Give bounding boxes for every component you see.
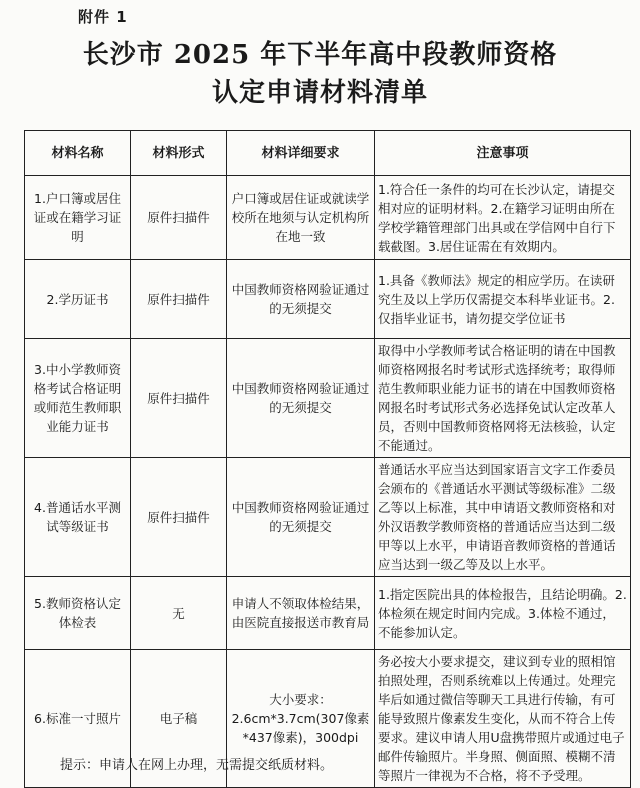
row3-detail: 中国教师资格网验证通过的无须提交 — [227, 339, 375, 458]
row1-detail: 户口簿或居住证或就读学校所在地须与认定机构所在地一致 — [227, 176, 375, 260]
table-row — [25, 577, 631, 650]
row3-notes: 取得中小学教师考试合格证明的请在中国教师资格网报名时考试形式选择统考；取得师范生教师职业能力证书的请在中国教师资格网报名时考试形式务必选择免试认定改革人员，否则中国教师资格网将无法核验，认定不能通过。 — [375, 339, 631, 458]
table-row — [25, 339, 631, 458]
footer-note: 提示：申请人在网上办理，无需提交纸质材料。 — [60, 758, 334, 773]
page-title-line1: 长沙市 2025 年下半年高中段教师资格 — [82, 40, 558, 70]
header-notes: 注意事项 — [375, 131, 631, 176]
row6-notes: 务必按大小要求提交，建议到专业的照相馆拍照处理，否则系统难以上传通过。处理完毕后如通过微信等聊天工具进行传输，有可能导致照片像素发生变化，从而不符合上传要求。建议申请人用U盘携带照片或通过电子邮件传输照片。半身照、侧面照、模糊不清等照片一律视为不合格，将不予受理。 — [375, 650, 631, 788]
row2-name: 2.学历证书 — [25, 260, 131, 339]
row6-form: 电子稿 — [131, 650, 227, 788]
row2-form: 原件扫描件 — [131, 260, 227, 339]
table-row — [25, 260, 631, 339]
header-form: 材料形式 — [131, 131, 227, 176]
row1-notes: 1.符合任一条件的均可在长沙认定，请提交相对应的证明材料。2.在籍学习证明由所在学校学籍管理部门出具或在学信网中自行下载截图。3.居住证需在有效期内。 — [375, 176, 631, 260]
row5-name: 5.教师资格认定体检表 — [25, 577, 131, 650]
table-header-row — [25, 131, 631, 176]
row5-detail: 申请人不领取体检结果，由医院直接报送市教育局 — [227, 577, 375, 650]
row6-name: 6.标准一寸照片 — [25, 650, 131, 788]
header-name: 材料名称 — [25, 131, 131, 176]
row4-form: 原件扫描件 — [131, 458, 227, 577]
page-title-line2: 认定申请材料清单 — [211, 78, 428, 108]
materials-table — [24, 130, 631, 788]
row4-notes: 普通话水平应当达到国家语言文字工作委员会颁布的《普通话水平测试等级标准》二级乙等以上标准，其中申请语文教师资格和对外汉语教学教师资格的普通话应当达到二级甲等以上水平，申请语音教师资格的普通话应当达到一级乙等及以上水平。 — [375, 458, 631, 577]
attachment-label: 附件 1 — [78, 8, 128, 26]
row3-name: 3.中小学教师资格考试合格证明或师范生教师职业能力证书 — [25, 339, 131, 458]
row2-notes: 1.具备《教师法》规定的相应学历。在读研究生及以上学历仅需提交本科毕业证书。2.仅指毕业证书，请勿提交学位证书 — [375, 260, 631, 339]
table-row — [25, 176, 631, 260]
header-detail: 材料详细要求 — [227, 131, 375, 176]
row5-form: 无 — [131, 577, 227, 650]
table-row — [25, 458, 631, 577]
row3-form: 原件扫描件 — [131, 339, 227, 458]
row4-name: 4.普通话水平测试等级证书 — [25, 458, 131, 577]
row4-detail: 中国教师资格网验证通过的无须提交 — [227, 458, 375, 577]
row2-detail: 中国教师资格网验证通过的无须提交 — [227, 260, 375, 339]
row6-detail: 大小要求：2.6cm*3.7cm(307像素*437像素)，300dpi — [227, 650, 375, 788]
row1-form: 原件扫描件 — [131, 176, 227, 260]
row5-notes: 1.指定医院出具的体检报告，且结论明确。2.体检须在规定时间内完成。3.体检不通过，不能参加认定。 — [375, 577, 631, 650]
row1-name: 1.户口簿或居住证或在籍学习证明 — [25, 176, 131, 260]
